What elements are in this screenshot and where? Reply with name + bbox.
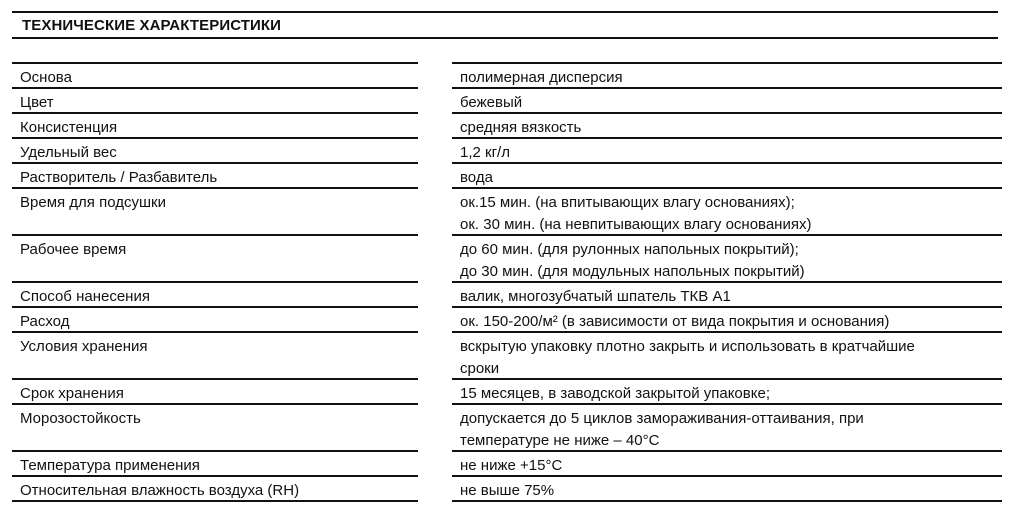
table-row-label: [12, 164, 418, 189]
property-label: Время для подсушки: [20, 194, 166, 211]
table-row-value: [452, 405, 1002, 452]
table-row-value: [452, 283, 1002, 308]
table-row-value: [452, 236, 1002, 283]
property-label: Растворитель / Разбавитель: [20, 169, 218, 186]
table-row-label: [12, 114, 418, 139]
property-value: сроки: [460, 360, 500, 377]
table-row-label: [12, 380, 418, 405]
property-value: бежевый: [460, 94, 523, 111]
table-row-value: [452, 164, 1002, 189]
section-title: ТЕХНИЧЕСКИЕ ХАРАКТЕРИСТИКИ: [22, 17, 282, 34]
table-row-value: [452, 189, 1002, 236]
table-row-label: [12, 139, 418, 164]
property-value: не ниже +15°С: [460, 457, 563, 474]
table-row-value: [452, 380, 1002, 405]
table-row-value: [452, 452, 1002, 477]
property-value: вода: [460, 169, 493, 186]
table-row-value: [452, 114, 1002, 139]
property-label: Морозостойкость: [20, 410, 141, 427]
property-value: 15 месяцев, в заводской закрытой упаковке;: [460, 385, 770, 402]
property-value: валик, многозубчатый шпатель ТКВ А1: [460, 288, 731, 305]
property-label: Способ нанесения: [20, 288, 150, 305]
property-value: до 60 мин. (для рулонных напольных покрытий);: [460, 241, 799, 258]
table-row-value: [452, 477, 1002, 502]
table-row-value: [452, 333, 1002, 380]
property-value: полимерная дисперсия: [460, 69, 623, 86]
property-value: ок. 30 мин. (на невпитывающих влагу основаниях): [460, 216, 812, 233]
property-value: 1,2 кг/л: [460, 144, 510, 161]
table-row-label: [12, 333, 418, 380]
table-row-value: [452, 308, 1002, 333]
table-row-label: [12, 236, 418, 283]
property-value: средняя вязкость: [460, 119, 582, 136]
table-row-label: [12, 189, 418, 236]
table-row-label: [12, 64, 418, 89]
table-row-value: [452, 139, 1002, 164]
property-label: Температура применения: [20, 457, 200, 474]
table-row-label: [12, 283, 418, 308]
property-label: Относительная влажность воздуха (RH): [20, 482, 300, 499]
property-label: Удельный вес: [20, 144, 117, 161]
property-value: ок.15 мин. (на впитывающих влагу основаниях);: [460, 194, 795, 211]
property-label: Основа: [20, 69, 72, 86]
property-value: температуре не ниже – 40°С: [460, 432, 660, 449]
property-label: Консистенция: [20, 119, 118, 136]
property-label: Цвет: [20, 94, 54, 111]
property-label: Рабочее время: [20, 241, 127, 258]
table-row-value: [452, 64, 1002, 89]
table-row-label: [12, 308, 418, 333]
property-value: допускается до 5 циклов замораживания-оттаивания, при: [460, 410, 864, 427]
property-label: Условия хранения: [20, 338, 148, 355]
table-row-label: [12, 452, 418, 477]
section-header: [12, 11, 998, 39]
property-label: Срок хранения: [20, 385, 124, 402]
property-value: не выше 75%: [460, 482, 555, 499]
property-value: ок. 150-200/м² (в зависимости от вида покрытия и основания): [460, 313, 890, 330]
property-label: Расход: [20, 313, 70, 330]
property-value: до 30 мин. (для модульных напольных покрытий): [460, 263, 805, 280]
table-row-label: [12, 89, 418, 114]
table-row-label: [12, 405, 418, 452]
property-value: вскрытую упаковку плотно закрыть и использовать в кратчайшие: [460, 338, 915, 355]
table-row-value: [452, 89, 1002, 114]
table-row-label: [12, 477, 418, 502]
